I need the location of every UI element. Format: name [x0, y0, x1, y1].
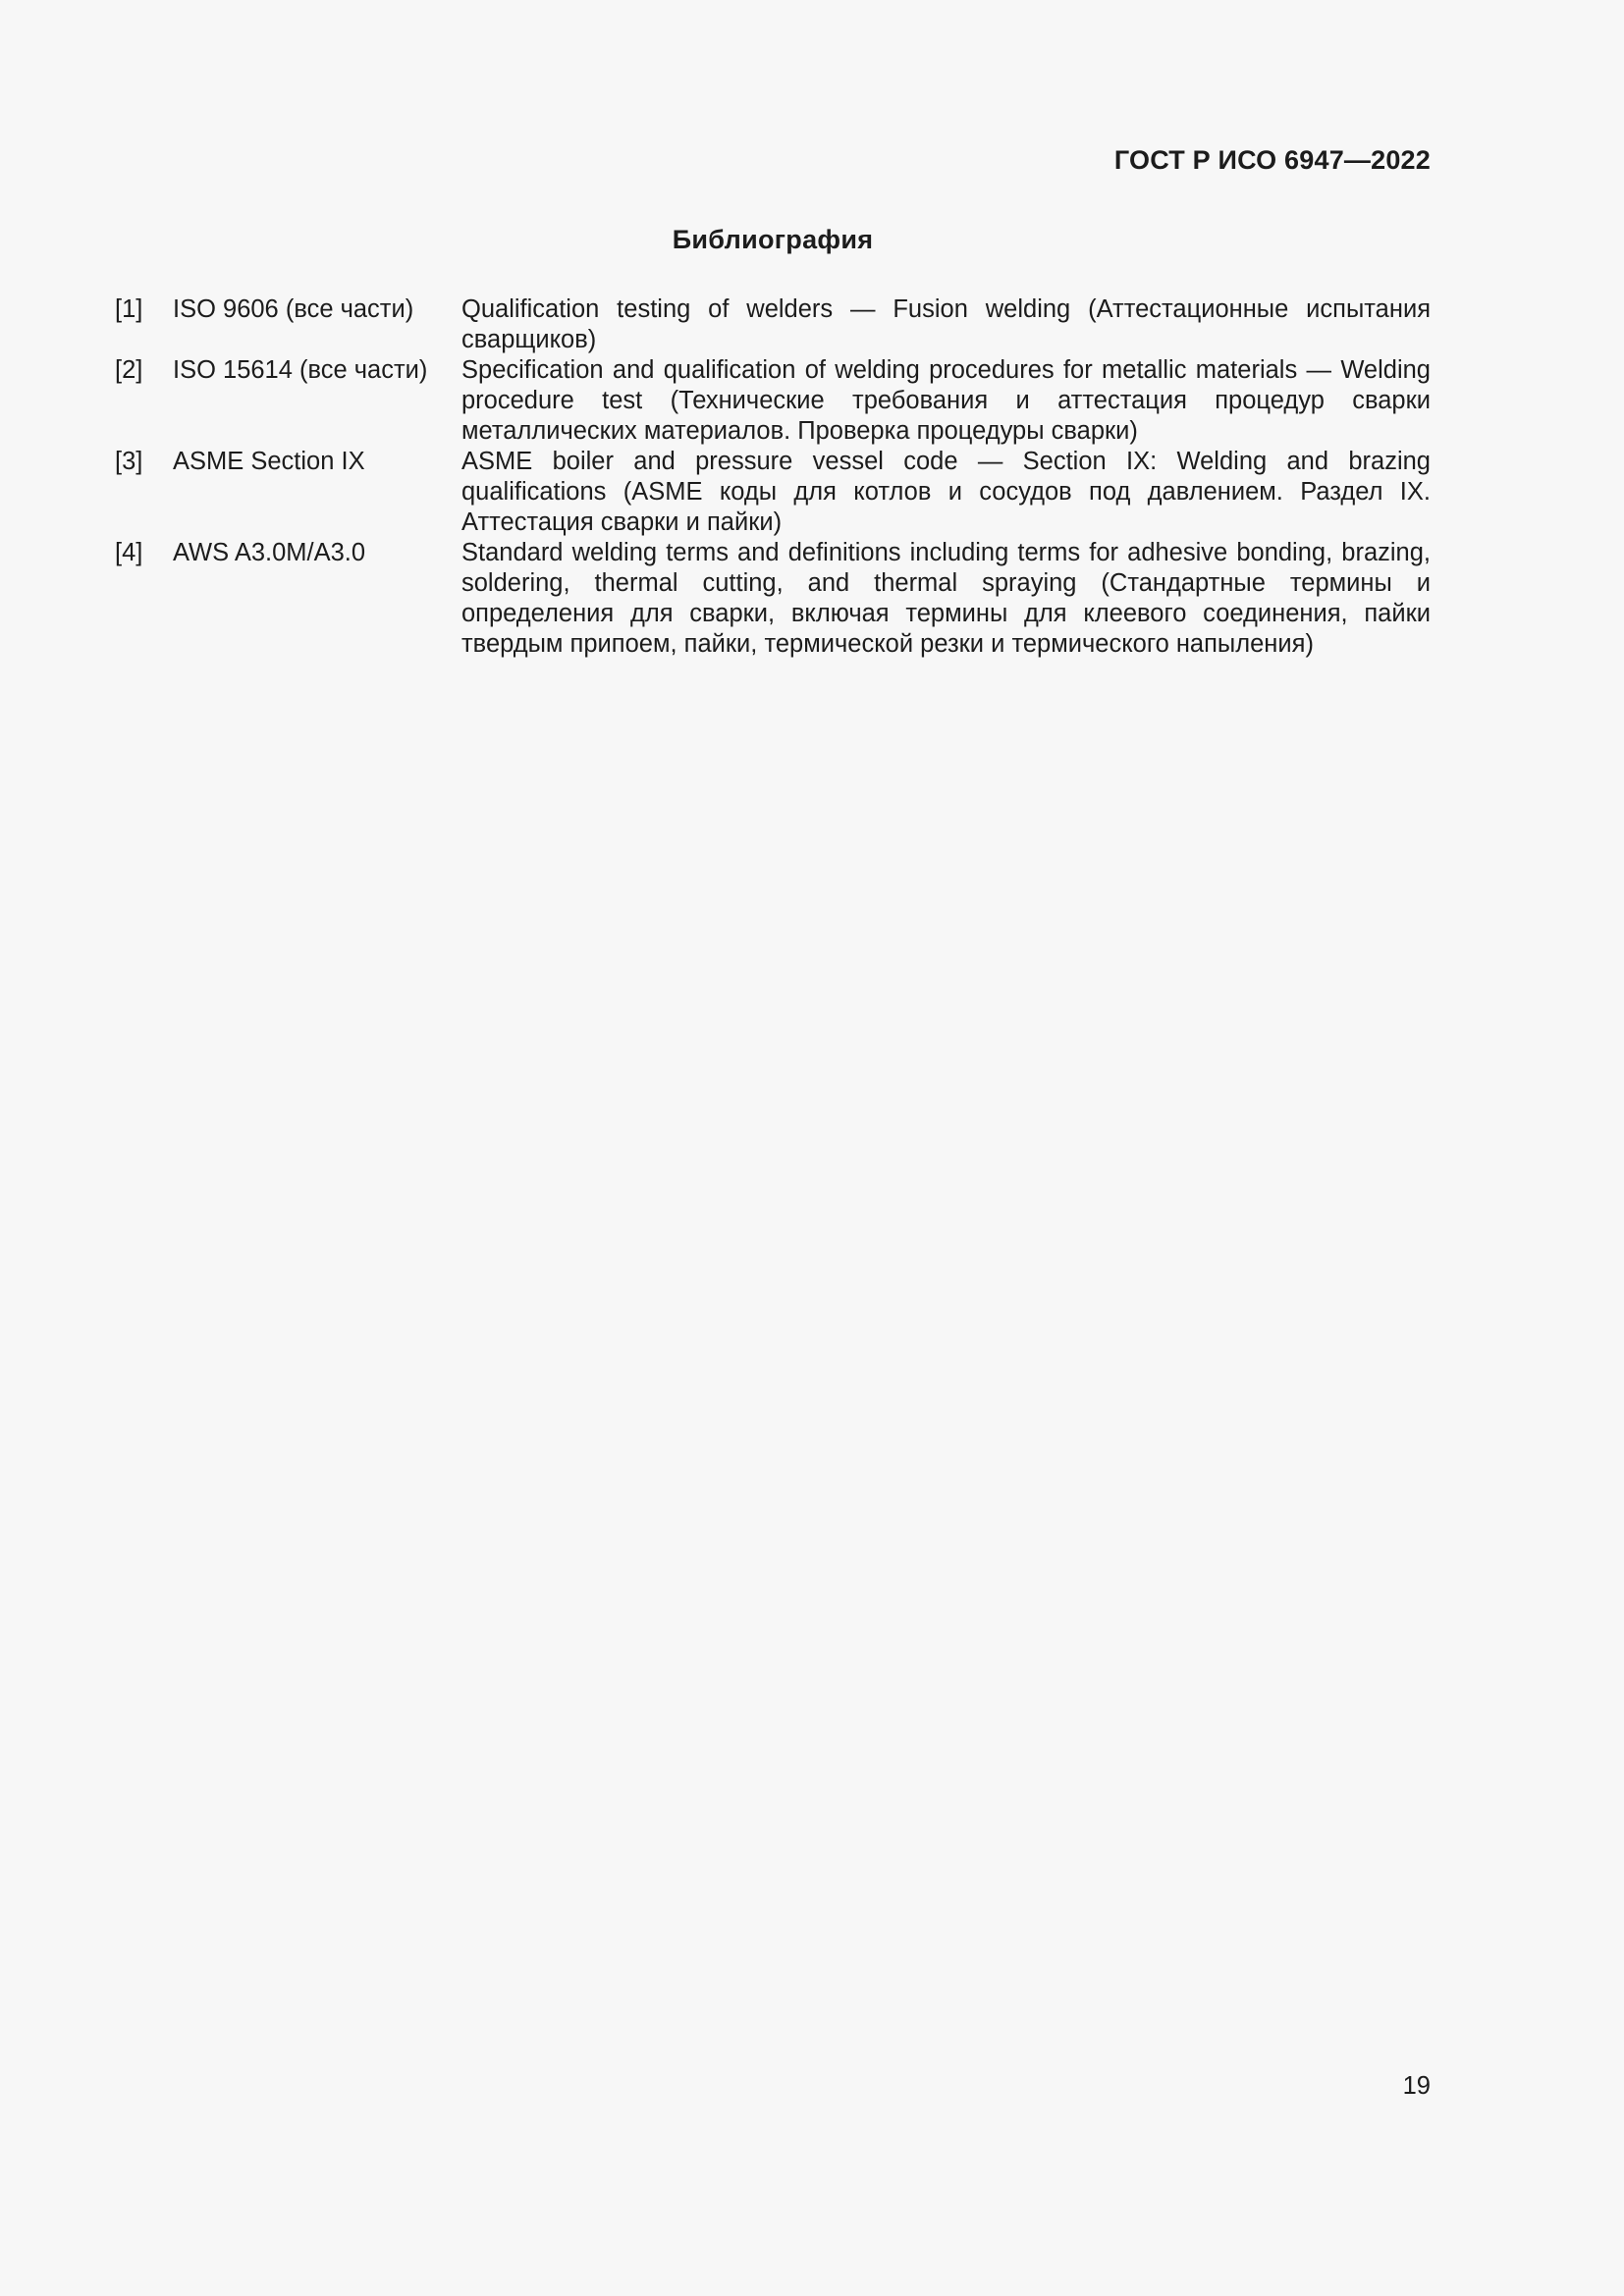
entry-reference: AWS A3.0M/A3.0: [173, 539, 366, 566]
entry-reference: ASME Section IX: [173, 448, 365, 475]
entry-number: [4]: [115, 539, 143, 566]
entry-reference: ISO 15614 (все части): [173, 356, 428, 384]
bibliography-list: [115, 294, 1431, 660]
bibliography-entry: [115, 538, 1431, 660]
entry-number: [2]: [115, 356, 143, 384]
bibliography-entry: [115, 294, 1431, 355]
section-title: Библиография: [672, 225, 874, 254]
entry-number: [3]: [115, 448, 143, 475]
page-number: 19: [1402, 2072, 1431, 2100]
entry-description: Standard welding terms and definitions including terms for adhesive bonding, brazing, soldering, thermal cutting, and thermal spraying (Стандартные термины и определения для сварки, включая термины для клеевого соединения, пайки твердым припоем, пайки, термической резки и термического напыления): [461, 539, 1431, 658]
entry-reference: ISO 9606 (все части): [173, 295, 414, 323]
bibliography-entry: [115, 447, 1431, 538]
entry-description: ASME boiler and pressure vessel code — Section IX: Welding and brazing qualifications (ASME коды для котлов и сосудов под давлением. Раздел IX. Аттестация сварки и пайки): [461, 448, 1431, 536]
entry-number: [1]: [115, 295, 143, 323]
entry-description: Qualification testing of welders — Fusion welding (Аттестационные испытания сварщиков): [461, 295, 1431, 353]
entry-description: Specification and qualification of welding procedures for metallic materials — Welding procedure test (Технические требования и аттестация процедур сварки металлических материалов. Проверка процедуры сварки): [461, 356, 1431, 445]
bibliography-entry: [115, 355, 1431, 447]
document-code: ГОСТ Р ИСО 6947—2022: [1113, 145, 1431, 175]
